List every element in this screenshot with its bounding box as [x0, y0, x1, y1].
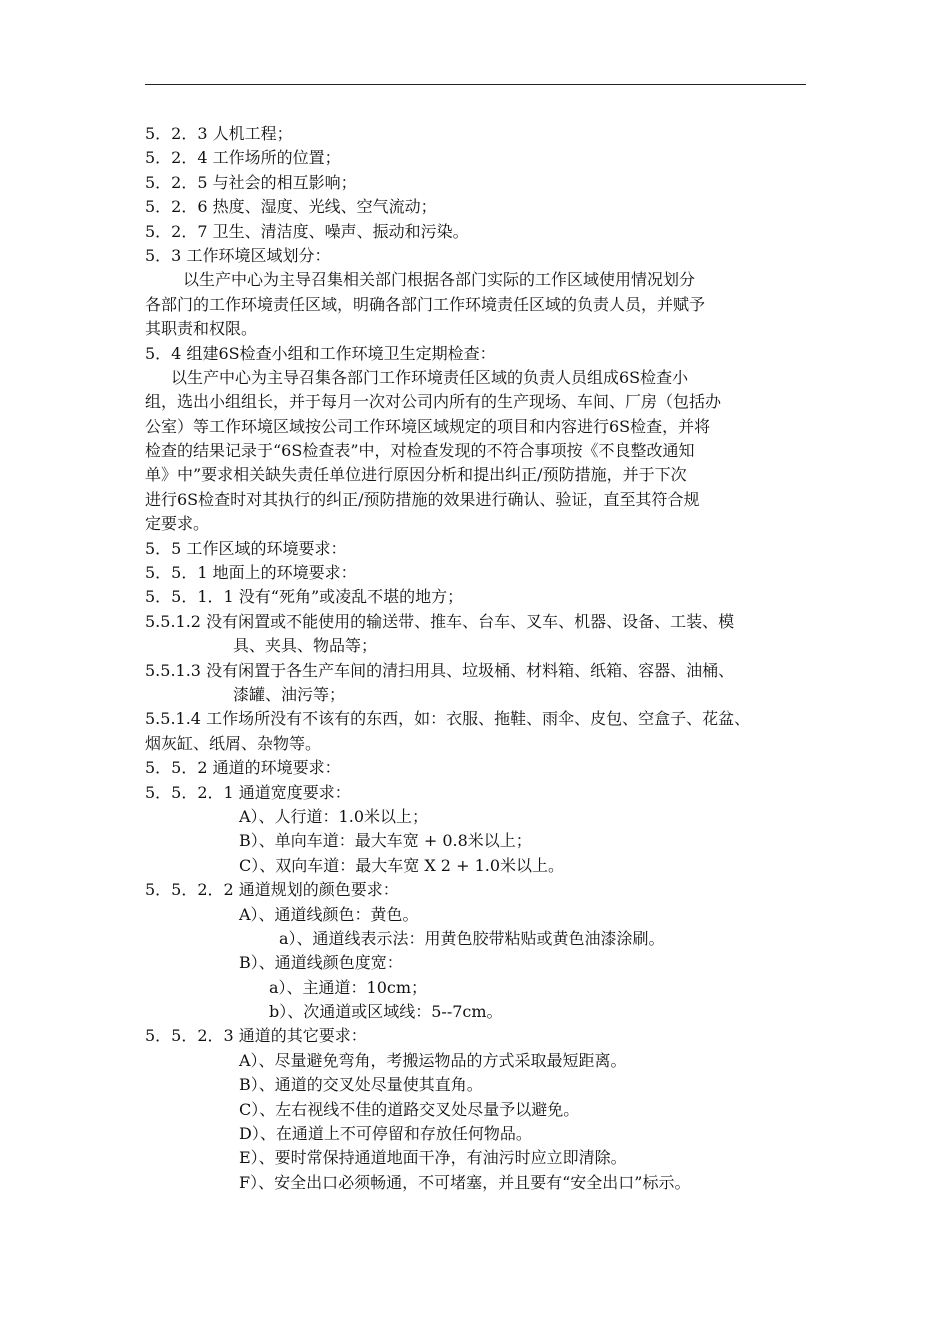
text-line: 5.5.1.2 没有闲置或不能使用的输送带、推车、台车、叉车、机器、设备、工装、模: [145, 611, 735, 631]
section-heading: 5．4 组建6S检查小组和工作环境卫生定期检查：: [145, 343, 496, 363]
text-line: 5．5．2 通道的环境要求：: [145, 758, 341, 778]
list-item: B）、通道线颜色度宽：: [239, 953, 403, 973]
paragraph-line: 其职责和权限。: [145, 319, 258, 339]
text-line-continued: 具、夹具、物品等；: [233, 636, 378, 656]
paragraph-line: 进行6S检查时对其执行的纠正/预防措施的效果进行确认、验证，直至其符合规: [145, 489, 700, 509]
text-line: 5．2．4 工作场所的位置；: [145, 148, 341, 168]
header-rule: [145, 84, 806, 85]
text-line: 5．5．2．1 通道宽度要求：: [145, 782, 351, 802]
text-line: 5．2．7 卫生、清洁度、噪声、振动和污染。: [145, 221, 469, 241]
list-item: F）、安全出口必须畅通，不可堵塞，并且要有“安全出口”标示。: [239, 1172, 691, 1192]
paragraph-line: 以生产中心为主导召集相关部门根据各部门实际的工作区域使用情况划分: [183, 270, 696, 290]
document-body: [145, 122, 810, 1195]
text-line: 5．2．6 热度、湿度、光线、空气流动；: [145, 197, 437, 217]
list-subitem: a）、通道线表示法：用黄色胶带粘贴或黄色油漆涂刷。: [279, 928, 665, 948]
section-heading: 5．3 工作环境区域划分：: [145, 245, 331, 265]
list-item: B）、单向车道：最大车宽 + 0.8米以上；: [239, 831, 532, 851]
list-item: B）、通道的交叉处尽量使其直角。: [239, 1075, 483, 1095]
list-item: E）、要时常保持通道地面干净，有油污时应立即清除。: [239, 1148, 627, 1168]
paragraph-line: 各部门的工作环境责任区域，明确各部门工作环境责任区域的负责人员，并赋予: [145, 294, 706, 314]
list-item: C）、左右视线不佳的道路交叉处尽量予以避免。: [239, 1099, 580, 1119]
list-item: C）、双向车道：最大车宽 X 2 + 1.0米以上。: [239, 855, 565, 875]
paragraph-line: 组，选出小组组长，并于每月一次对公司内所有的生产现场、车间、厂房（包括办: [145, 392, 722, 412]
text-line: 5．5．2．2 通道规划的颜色要求：: [145, 880, 399, 900]
text-line: 5．5．1．1 没有“死角”或凌乱不堪的地方；: [145, 587, 464, 607]
text-line: 5.5.1.3 没有闲置于各生产车间的清扫用具、垃圾桶、材料箱、纸箱、容器、油桶、: [145, 660, 735, 680]
text-line-continued: 漆罐、油污等；: [233, 684, 346, 704]
paragraph-line: 以生产中心为主导召集各部门工作环境责任区域的负责人员组成6S检查小: [171, 367, 689, 387]
list-item: A）、通道线颜色：黄色。: [239, 904, 419, 924]
text-line: 5．5．1 地面上的环境要求：: [145, 563, 357, 583]
text-line: 烟灰缸、纸屑、杂物等。: [145, 733, 322, 753]
list-subitem: a）、主通道：10cm；: [269, 977, 428, 997]
text-line: 5．2．3 人机工程；: [145, 124, 293, 143]
list-item: D）、在通道上不可停留和存放任何物品。: [239, 1124, 532, 1144]
text-line: 5．5．2．3 通道的其它要求：: [145, 1026, 367, 1046]
text-line: 5．2．5 与社会的相互影响；: [145, 172, 357, 192]
paragraph-line: 定要求。: [145, 514, 210, 534]
list-item: A）、尽量避免弯角，考搬运物品的方式采取最短距离。: [239, 1050, 627, 1070]
list-item: A）、人行道：1.0米以上；: [239, 806, 429, 826]
text-line: 5.5.1.4 工作场所没有不该有的东西，如：衣服、拖鞋、雨伞、皮包、空盒子、花盆、: [145, 709, 751, 729]
paragraph-line: 检查的结果记录于“6S检查表”中，对检查发现的不符合事项按《不良整改通知: [145, 441, 695, 461]
paragraph-line: 公室）等工作环境区域按公司工作环境区域规定的项目和内容进行6S检查，并将: [145, 416, 711, 436]
list-subitem: b）、次通道或区域线：5--7cm。: [269, 1002, 503, 1022]
section-heading: 5．5 工作区域的环境要求：: [145, 538, 347, 558]
paragraph-line: 单》中”要求相关缺失责任单位进行原因分析和提出纠正/预防措施，并于下次: [145, 465, 687, 485]
